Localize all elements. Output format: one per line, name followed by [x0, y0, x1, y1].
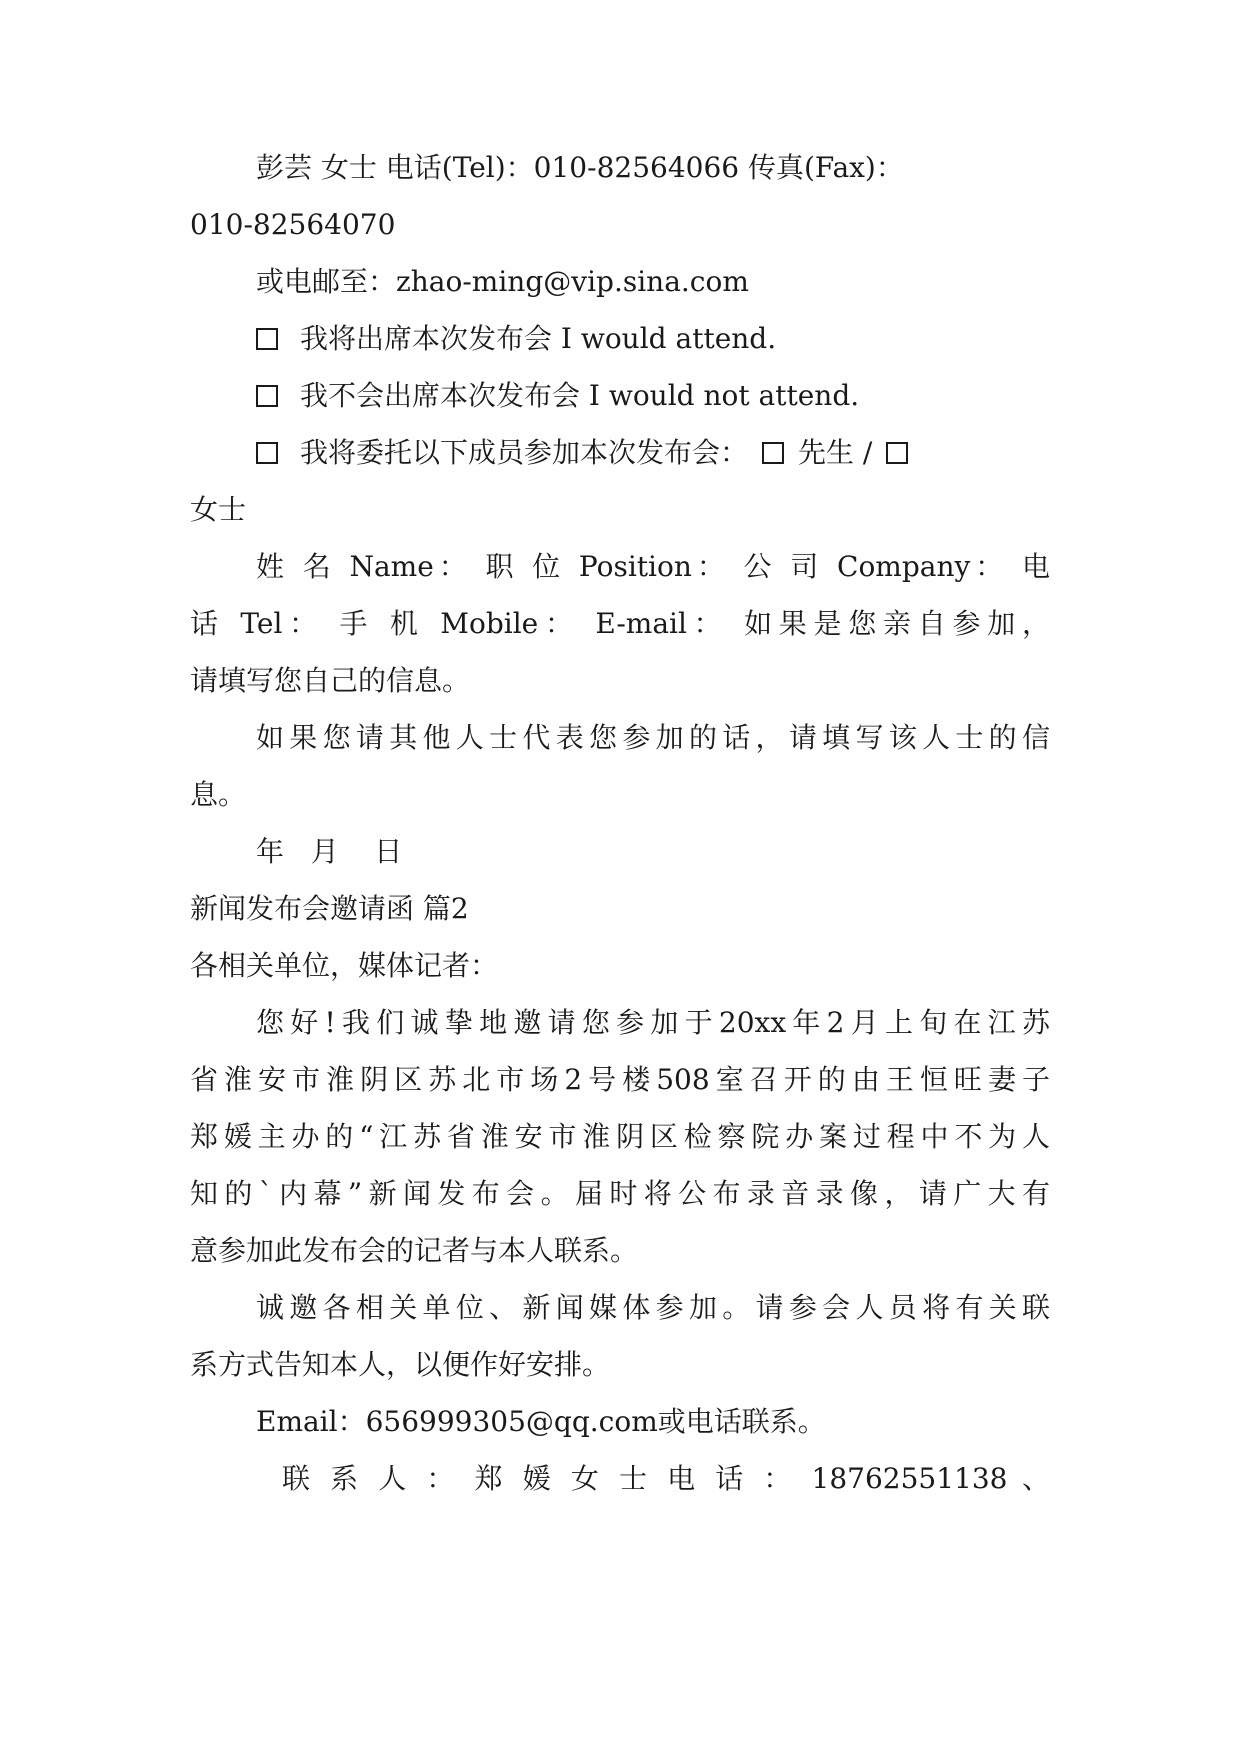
invite-line-1: 诚邀各相关单位、新闻媒体参加。请参会人员将有关联	[256, 1291, 1050, 1324]
body-line: 意参加此发布会的记者与本人联系。	[190, 1234, 639, 1267]
body-line: 郑媛主办的“江苏省淮安市淮阴区检察院办案过程中不为人	[190, 1120, 1050, 1153]
section-title: 新闻发布会邀请函 篇2	[190, 892, 469, 925]
checkbox-icon[interactable]	[256, 442, 278, 464]
contact-person-line: 联 系 人 ： 郑 媛 女 士 电 话 ： 18762551138 、	[282, 1462, 1050, 1495]
salutation: 各相关单位，媒体记者：	[190, 949, 499, 982]
form-fields-line-1: 姓 名 Name： 职 位 Position： 公 司 Company： 电	[256, 550, 1050, 583]
option-not-attend[interactable]	[256, 376, 1050, 416]
option-not-attend-label: 我不会出席本次发布会 I would not attend.	[300, 379, 860, 412]
option-delegate-label: 我将委托以下成员参加本次发布会：	[300, 436, 749, 469]
body-line: 您好!我们诚挚地邀请您参加于20xx年2月上旬在江苏	[256, 1006, 1050, 1039]
contact-phone-fax-line: 彭芸 女士 电话(Tel)：010-82564066 传真(Fax)：	[256, 151, 904, 184]
form-fields-line-5: 息。	[190, 778, 247, 811]
contact-fax-number: 010-82564070	[190, 208, 396, 241]
option-delegate[interactable]	[256, 433, 1050, 473]
contact-email-line: 或电邮至：zhao-ming@vip.sina.com	[256, 265, 749, 298]
email-contact-line: Email：656999305@qq.com或电话联系。	[256, 1405, 826, 1438]
date-line: 年 月 日	[256, 835, 403, 868]
invite-line-2: 系方式告知本人，以便作好安排。	[190, 1348, 611, 1381]
checkbox-icon[interactable]	[256, 385, 278, 407]
option-delegate-ms-label: 女士	[190, 493, 247, 526]
form-fields-line-4: 如果您请其他人士代表您参加的话，请填写该人士的信	[256, 721, 1050, 754]
checkbox-ms-icon[interactable]	[886, 442, 908, 464]
checkbox-icon[interactable]	[256, 328, 278, 350]
form-fields-line-2: 话 Tel： 手 机 Mobile： E-mail： 如果是您亲自参加，	[190, 607, 1050, 640]
option-attend[interactable]	[256, 319, 1050, 359]
checkbox-mr-icon[interactable]	[762, 442, 784, 464]
body-line: 知的`内幕”新闻发布会。届时将公布录音录像，请广大有	[190, 1177, 1050, 1210]
option-attend-label: 我将出席本次发布会 I would attend.	[300, 322, 777, 355]
form-fields-line-3: 请填写您自己的信息。	[190, 664, 471, 697]
body-line: 省淮安市淮阴区苏北市场2号楼508室召开的由王恒旺妻子	[190, 1063, 1050, 1096]
option-delegate-mr-label: 先生 /	[798, 436, 873, 469]
